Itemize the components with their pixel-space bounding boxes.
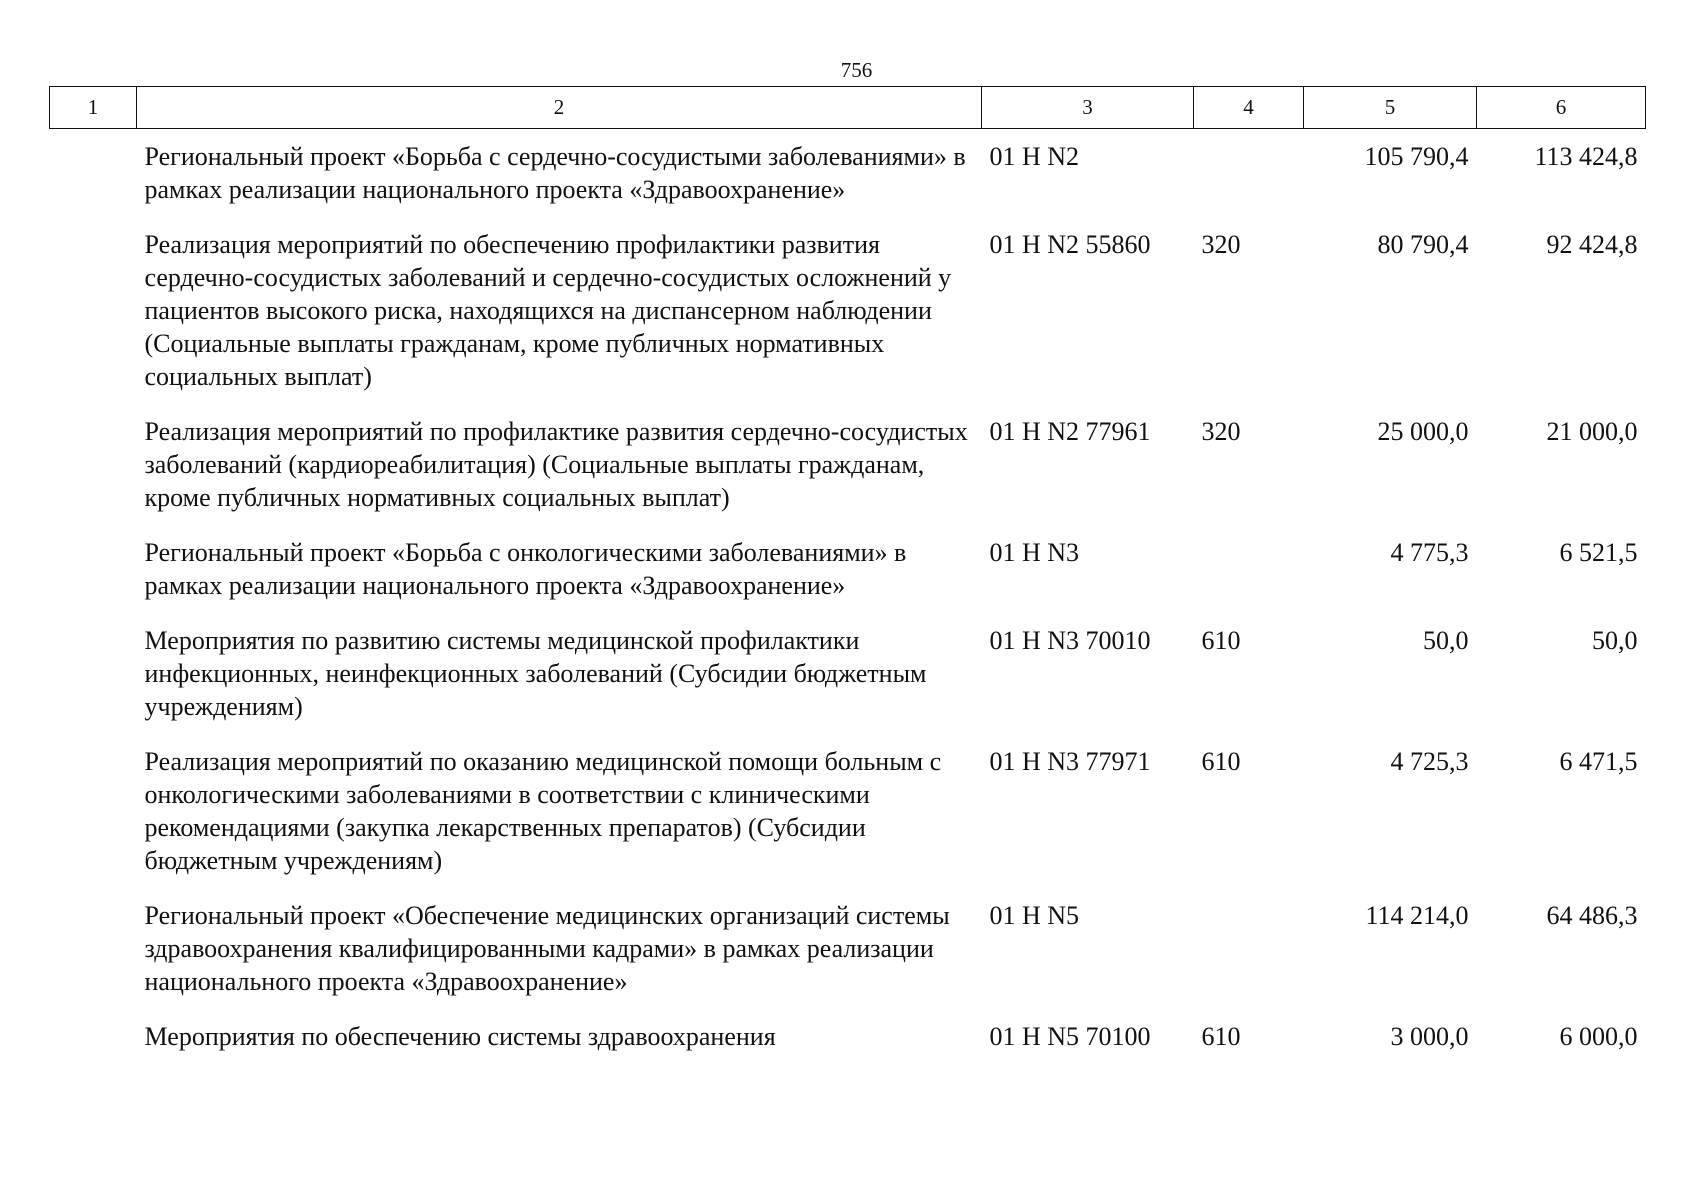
table-row bbox=[50, 888, 1646, 1009]
cell-value-col6: 21 000,0 bbox=[1546, 417, 1638, 446]
header-col-2: 2 bbox=[137, 87, 982, 129]
cell-expense-type bbox=[1194, 525, 1304, 613]
table-row bbox=[50, 525, 1646, 613]
header-col-5: 5 bbox=[1304, 87, 1477, 129]
cell-expense-type: 610 bbox=[1201, 1022, 1241, 1051]
table-body bbox=[50, 129, 1646, 1065]
cell-name: Реализация мероприятий по профилактике развития сердечно-сосудистых заболеваний (кардиореабилитация) (Социальные выплаты гражданам, кроме публичных нормативных социальных выплат) bbox=[144, 417, 968, 512]
table-row bbox=[50, 734, 1646, 888]
cell-name: Региональный проект «Обеспечение медицинских организаций системы здравоохранения квалифицированными кадрами» в рамках реализации национального проекта «Здравоохранение» bbox=[144, 901, 950, 996]
budget-table bbox=[49, 86, 1646, 1064]
cell-value-col5: 50,0 bbox=[1423, 626, 1469, 655]
cell-code: 01 Н N5 bbox=[989, 901, 1080, 930]
cell-value-col6: 50,0 bbox=[1592, 626, 1638, 655]
cell-value-col5: 4 725,3 bbox=[1390, 747, 1469, 776]
cell-code: 01 Н N3 70010 bbox=[989, 626, 1151, 655]
cell-value-col5: 4 775,3 bbox=[1390, 538, 1469, 567]
cell-value-col5: 80 790,4 bbox=[1377, 230, 1469, 259]
cell-expense-type: 320 bbox=[1201, 230, 1241, 259]
table-row bbox=[50, 404, 1646, 525]
cell-index bbox=[50, 888, 137, 1009]
cell-name: Региональный проект «Борьба с онкологическими заболеваниями» в рамках реализации национального проекта «Здравоохранение» bbox=[144, 538, 907, 600]
cell-name: Реализация мероприятий по обеспечению профилактики развития сердечно-сосудистых заболеваний и сердечно-сосудистых осложнений у пациентов высокого риска, находящихся на диспансерном наблюдении (Социальные выплаты гражданам, кроме публичных нормативных социальных выплат) bbox=[144, 230, 952, 391]
cell-index bbox=[50, 613, 137, 734]
cell-name: Мероприятия по развитию системы медицинской профилактики инфекционных, неинфекционных заболеваний (Субсидии бюджетным учреждениям) bbox=[144, 626, 927, 721]
cell-value-col5: 114 214,0 bbox=[1365, 901, 1469, 930]
cell-code: 01 Н N2 bbox=[989, 142, 1080, 171]
cell-value-col5: 3 000,0 bbox=[1390, 1022, 1469, 1051]
cell-value-col6: 6 521,5 bbox=[1559, 538, 1638, 567]
cell-index bbox=[50, 1009, 137, 1064]
cell-value-col6: 6 471,5 bbox=[1559, 747, 1638, 776]
header-col-1: 1 bbox=[50, 87, 137, 129]
cell-expense-type: 320 bbox=[1201, 417, 1241, 446]
header-col-3: 3 bbox=[982, 87, 1194, 129]
header-col-6: 6 bbox=[1477, 87, 1646, 129]
cell-expense-type bbox=[1194, 888, 1304, 1009]
table-row bbox=[50, 1009, 1646, 1064]
cell-expense-type bbox=[1194, 129, 1304, 218]
cell-expense-type: 610 bbox=[1201, 626, 1241, 655]
cell-code: 01 Н N2 55860 bbox=[989, 230, 1151, 259]
header-row bbox=[50, 87, 1646, 129]
table-header bbox=[50, 87, 1646, 129]
cell-code: 01 Н N3 bbox=[989, 538, 1080, 567]
cell-name: Мероприятия по обеспечению системы здравоохранения bbox=[144, 1022, 776, 1051]
table-row bbox=[50, 613, 1646, 734]
header-col-4: 4 bbox=[1194, 87, 1304, 129]
cell-index bbox=[50, 734, 137, 888]
cell-name: Региональный проект «Борьба с сердечно-сосудистыми заболеваниями» в рамках реализации национального проекта «Здравоохранение» bbox=[144, 142, 966, 204]
cell-code: 01 Н N2 77961 bbox=[989, 417, 1151, 446]
cell-name: Реализация мероприятий по оказанию медицинской помощи больным с онкологическими заболеваниями в соответствии с клиническими рекомендациями (закупка лекарственных препаратов) (Субсидии бюджетным учреждениям) bbox=[144, 747, 942, 875]
cell-index bbox=[50, 525, 137, 613]
cell-index bbox=[50, 404, 137, 525]
cell-code: 01 Н N5 70100 bbox=[989, 1022, 1151, 1051]
cell-value-col5: 105 790,4 bbox=[1364, 142, 1469, 171]
cell-index bbox=[50, 129, 137, 218]
cell-expense-type: 610 bbox=[1201, 747, 1241, 776]
table-row bbox=[50, 129, 1646, 218]
cell-value-col6: 113 424,8 bbox=[1534, 142, 1638, 171]
cell-value-col6: 6 000,0 bbox=[1559, 1022, 1638, 1051]
cell-index bbox=[50, 217, 137, 404]
cell-value-col6: 64 486,3 bbox=[1546, 901, 1638, 930]
cell-code: 01 Н N3 77971 bbox=[989, 747, 1151, 776]
cell-value-col6: 92 424,8 bbox=[1546, 230, 1638, 259]
table-row bbox=[50, 217, 1646, 404]
page-number: 756 bbox=[840, 58, 873, 82]
cell-value-col5: 25 000,0 bbox=[1377, 417, 1469, 446]
